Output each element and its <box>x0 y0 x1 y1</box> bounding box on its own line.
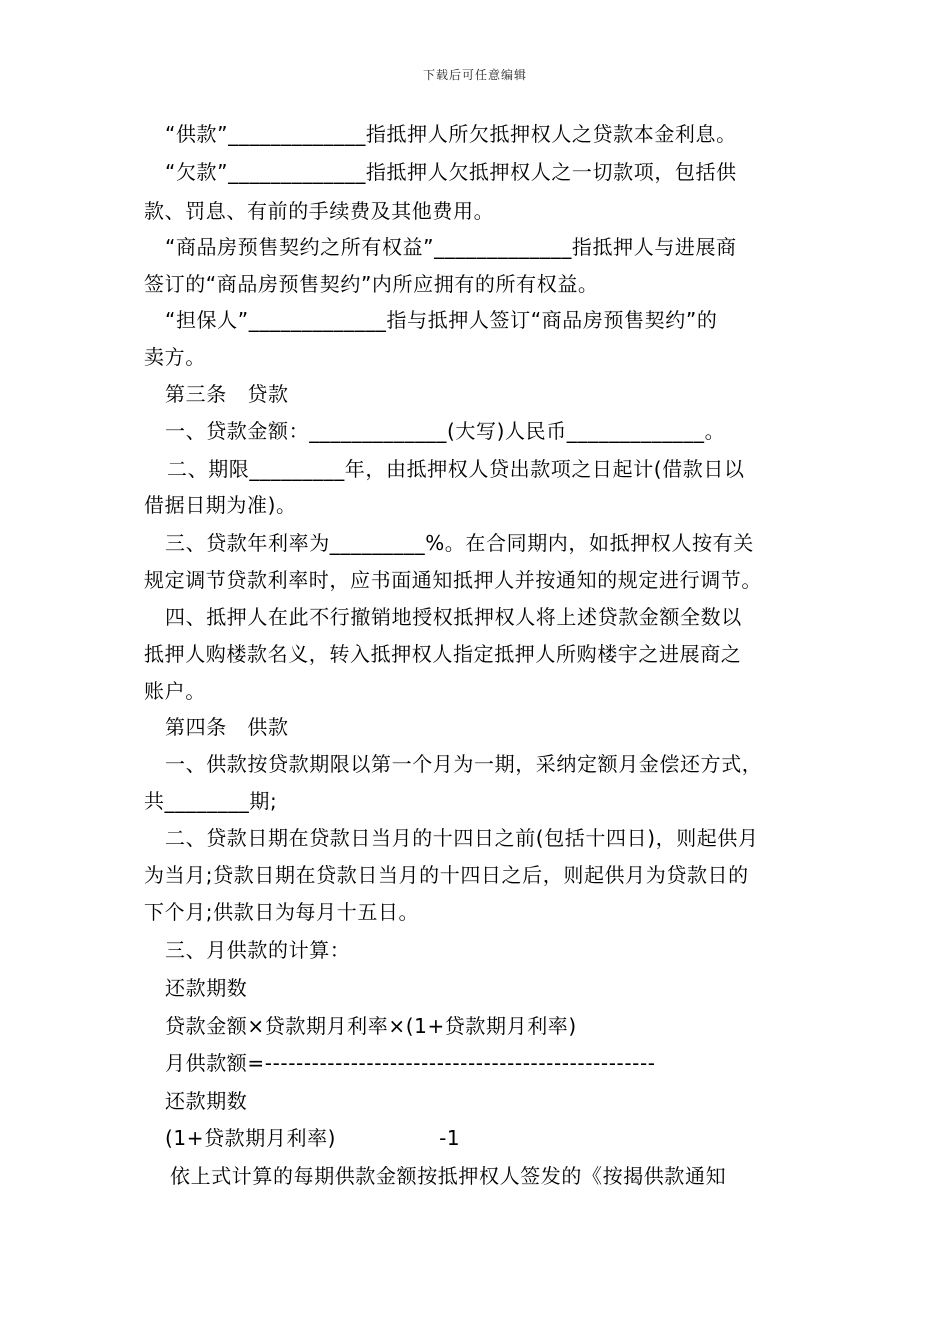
text-line: 三、月供款的计算： <box>165 938 351 962</box>
text-line: 借据日期为准)。 <box>144 493 297 517</box>
article-heading: 第三条 贷款 <box>165 382 289 406</box>
text-line: “供款”_____________指抵押人所欠抵押权人之贷款本金利息。 <box>165 122 737 146</box>
text-line: 抵押人购楼款名义，转入抵押权人指定抵押人所购楼宇之进展商之 <box>144 642 742 666</box>
text-line: 卖方。 <box>144 345 206 369</box>
text-line: 三、贷款年利率为_________%。在合同期内，如抵押权人按有关 <box>165 531 754 555</box>
formula-line: 贷款金额×贷款期月利率×(1+贷款期月利率) <box>165 1014 577 1038</box>
text-line: 二、期限_________年，由抵押权人贷出款项之日起计(借款日以 <box>167 457 745 481</box>
formula-line: 还款期数 <box>165 976 248 1000</box>
text-line: 二、贷款日期在贷款日当月的十四日之前(包括十四日)，则起供月 <box>165 826 759 850</box>
text-line: 为当月;贷款日期在贷款日当月的十四日之后，则起供月为贷款日的 <box>144 863 749 887</box>
text-line: 账户。 <box>144 679 206 703</box>
formula-line: 还款期数 <box>165 1089 248 1113</box>
text-line: 依上式计算的每期供款金额按抵押权人签发的《按揭供款通知 <box>170 1164 727 1188</box>
text-line: 一、供款按贷款期限以第一个月为一期，采纳定额月金偿还方式， <box>165 752 763 776</box>
text-line: 规定调节贷款利率时，应书面通知抵押人并按通知的规定进行调节。 <box>144 568 762 592</box>
text-line: 签订的“商品房预售契约”内所应拥有的所有权益。 <box>144 272 599 296</box>
text-line: 共________期; <box>144 789 278 813</box>
text-line: “商品房预售契约之所有权益”_____________指抵押人与进展商 <box>165 235 737 259</box>
text-line: 款、罚息、有前的手续费及其他费用。 <box>144 199 495 223</box>
text-line: 四、抵押人在此不行撤销地授权抵押权人将上述贷款金额全数以 <box>165 605 742 629</box>
text-line: “担保人”_____________指与抵押人签订“商品房预售契约”的 <box>165 308 718 332</box>
article-heading: 第四条 供款 <box>165 715 289 739</box>
text-line: 一、贷款金额：_____________(大写)人民币_____________。 <box>165 419 726 443</box>
page-header: 下载后可任意编辑 <box>422 68 527 82</box>
formula-line: (1+贷款期月利率) -1 <box>165 1126 461 1150</box>
formula-line: 月供款额=-------------------------------------------------- <box>165 1051 656 1075</box>
text-line: “欠款”_____________指抵押人欠抵押权人之一切款项，包括供 <box>165 160 737 184</box>
text-line: 下个月;供款日为每月十五日。 <box>144 900 420 924</box>
